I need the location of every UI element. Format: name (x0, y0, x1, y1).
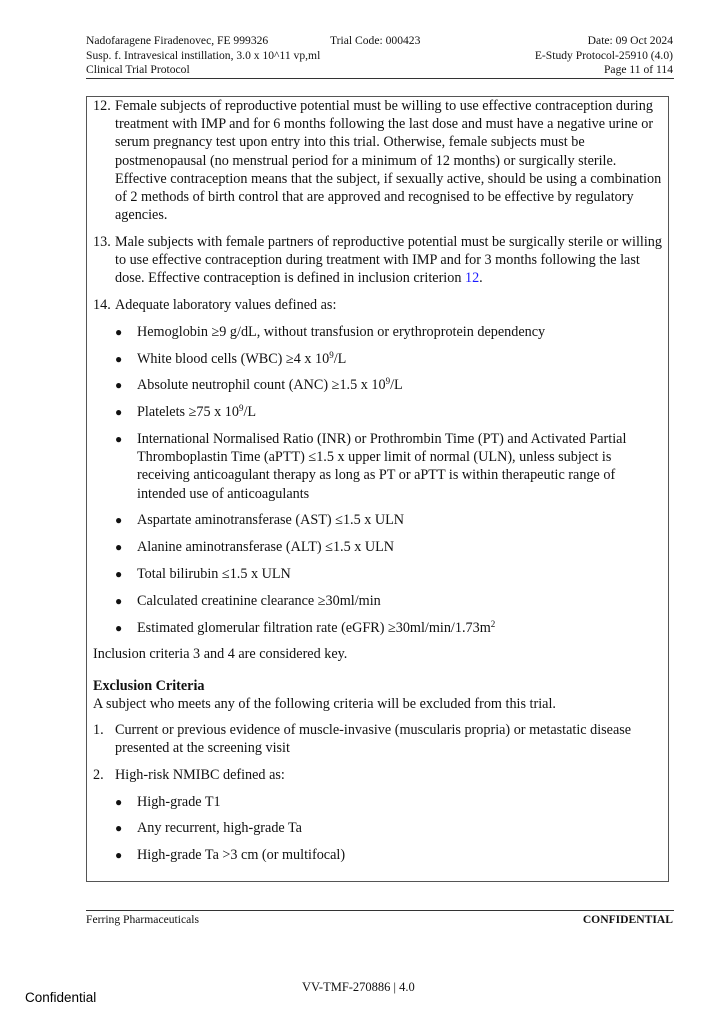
footer-divider (86, 910, 674, 911)
bullet-item (93, 403, 665, 421)
company-name: Ferring Pharmaceuticals (86, 913, 199, 926)
bullet-icon: ● (115, 324, 123, 339)
bullet-item (93, 350, 665, 368)
bullet-icon: ● (115, 540, 123, 555)
bullet-text (137, 511, 665, 529)
bullet-text (137, 619, 665, 637)
bullet-main-text: Estimated glomerular filtration rate (eGFR) ≥30ml/min/1.73m (137, 619, 491, 636)
protocol-id: E-Study Protocol-25910 (4.0) (534, 48, 673, 62)
item-number: 12. (93, 98, 111, 114)
bullet-text (137, 846, 665, 864)
nmibc-list (93, 793, 665, 865)
bullet-main-text: Calculated creatinine clearance ≥30ml/min (137, 592, 381, 609)
item-suffix: . (479, 270, 483, 287)
trial-code: Trial Code: 000423 (330, 34, 421, 47)
item-number: 2. (93, 766, 104, 783)
bullet-text (137, 592, 665, 610)
bullet-icon: ● (115, 794, 123, 809)
bullet-icon: ● (115, 821, 123, 836)
inclusion-criterion-13 (93, 233, 665, 288)
bullet-main-text: Hemoglobin ≥9 g/dL, without transfusion or erythroprotein dependency (137, 323, 546, 340)
item-text: Current or previous evidence of muscle-invasive (muscularis propria) or metastatic disease presented at the screening visit (115, 721, 632, 757)
inclusion-criterion-12 (93, 97, 665, 224)
product-name: Nadofaragene Firadenovec, FE 999326 (86, 34, 269, 47)
bullet-item (93, 819, 665, 837)
bullet-item (93, 565, 665, 583)
bullet-item (93, 592, 665, 610)
bullet-text (137, 538, 665, 556)
bullet-main-text: Any recurrent, high-grade Ta (137, 820, 302, 837)
inclusion-criterion-14 (93, 296, 665, 314)
bullet-main-text: International Normalised Ratio (INR) or Prothrombin Time (PT) and Activated Partial Thromboplastin Time (aPTT) ≤1.5 x upper limit of normal (ULN), unless subject is receiving anticoagulant therapy as long as PT or aPTT is within therapeutic range of intended use of anticoagulants (137, 430, 627, 502)
item-text: Male subjects with female partners of reproductive potential must be surgically sterile or willing to use effective contraception during treatment with IMP and for 3 months following the last dose. Effective contraception is defined in inclusion criterion (115, 233, 662, 287)
bullet-main-text: High-grade Ta >3 cm (or multifocal) (137, 847, 346, 864)
superscript: 9 (385, 376, 391, 387)
bullet-main-text: White blood cells (WBC) ≥4 x 10 (137, 350, 330, 367)
bullet-text (137, 819, 665, 837)
bullet-text (137, 376, 665, 394)
bullet-item (93, 323, 665, 341)
bullet-icon: ● (115, 593, 123, 608)
bullet-main-text: High-grade T1 (137, 793, 221, 810)
confidential-label: CONFIDENTIAL (582, 913, 673, 926)
item-text: Female subjects of reproductive potential must be willing to use effective contraception during treatment with IMP and for 6 months following the last dose and must have a negative urine or serum pregnancy test upon entry into this trial. Otherwise, female subjects must be postmenopausal (no menstrual period for a minimum of 12 months) or surgically sterile. Effective contraception means that the subject, if sexually active, should be using a combination of 2 methods of birth control that are approved and recognised to be effective by regulatory agencies. (115, 98, 662, 224)
document-date: Date: 09 Oct 2024 (587, 34, 673, 47)
bullet-item (93, 793, 665, 811)
item-number: 13. (93, 233, 111, 250)
bullet-unit-text: /L (390, 377, 403, 394)
bullet-icon: ● (115, 405, 123, 420)
superscript: 9 (329, 349, 334, 360)
page-footer (86, 913, 673, 926)
exclusion-criterion-1 (93, 721, 665, 757)
bullet-text (137, 403, 665, 421)
bullet-text (137, 350, 665, 368)
lab-values-list (93, 323, 665, 637)
bullet-item (93, 376, 665, 394)
bullet-icon: ● (115, 566, 123, 581)
bullet-item (93, 430, 665, 503)
criterion-12-link[interactable]: 12 (464, 270, 480, 287)
bullet-icon: ● (115, 848, 123, 863)
bullet-item (93, 511, 665, 529)
bullet-text (137, 430, 665, 503)
bullet-item (93, 619, 665, 637)
bullet-text (137, 565, 665, 583)
bullet-icon: ● (115, 620, 123, 635)
page-header (86, 34, 673, 78)
item-number: 1. (93, 721, 104, 738)
formulation: Susp. f. Intravesical instillation, 3.0 x 10^11 vp,ml (86, 48, 321, 62)
superscript: 2 (490, 618, 496, 629)
bullet-icon: ● (115, 431, 123, 446)
item-text-wrapper (115, 233, 665, 288)
page-number: Page 11 of 114 (603, 63, 673, 77)
bullet-icon: ● (115, 351, 123, 366)
bullet-icon: ● (115, 513, 123, 528)
bullet-unit-text: /L (333, 350, 347, 367)
key-criteria-note: Inclusion criteria 3 and 4 are considered key. (93, 646, 348, 663)
confidential-watermark: Confidential (25, 990, 97, 1005)
item-number: 14. (93, 297, 111, 314)
exclusion-intro: A subject who meets any of the following criteria will be excluded from this trial. (93, 695, 556, 712)
superscript: 9 (238, 403, 244, 414)
document-id: VV-TMF-270886 | 4.0 (302, 980, 415, 994)
item-text: Adequate laboratory values defined as: (115, 297, 337, 314)
exclusion-criterion-2 (93, 766, 665, 784)
bullet-unit-text: /L (243, 404, 257, 421)
bullet-main-text: Total bilirubin ≤1.5 x ULN (137, 565, 291, 582)
bullet-main-text: Alanine aminotransferase (ALT) ≤1.5 x ULN (137, 539, 395, 556)
bullet-item (93, 846, 665, 864)
bullet-text (137, 793, 665, 811)
bullet-main-text: Aspartate aminotransferase (AST) ≤1.5 x ULN (137, 512, 405, 529)
criteria-content (93, 97, 665, 873)
bullet-text (137, 323, 665, 341)
header-divider (86, 78, 674, 79)
bullet-main-text: Platelets ≥75 x 10 (137, 404, 239, 421)
document-type: Clinical Trial Protocol (86, 63, 190, 77)
exclusion-heading: Exclusion Criteria (93, 677, 205, 694)
bullet-item (93, 538, 665, 556)
bullet-main-text: Absolute neutrophil count (ANC) ≥1.5 x 10 (137, 377, 386, 394)
item-text: High-risk NMIBC defined as: (115, 766, 285, 783)
bullet-icon: ● (115, 378, 123, 393)
